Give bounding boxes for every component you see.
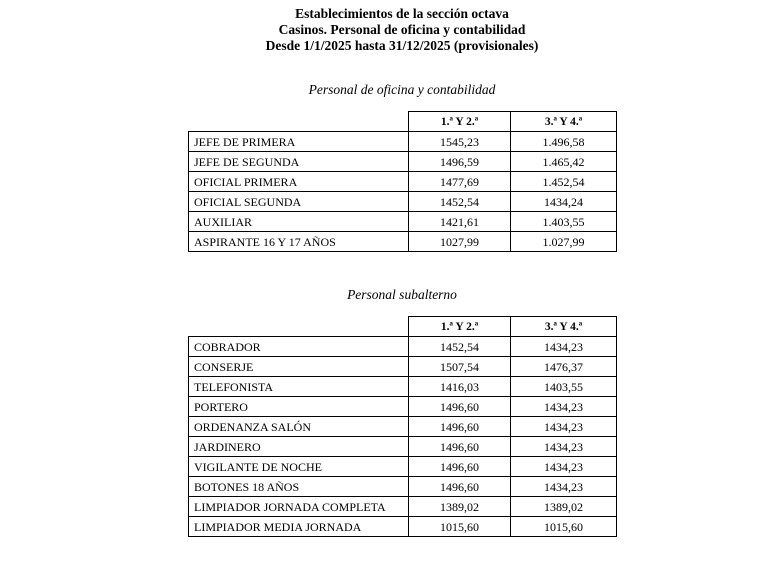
salary-value: 1434,24: [511, 192, 617, 212]
table-row: [189, 497, 617, 517]
table-row: [189, 192, 617, 212]
salary-value: 1421,61: [409, 212, 511, 232]
document-content: [188, 0, 616, 537]
column-header: 1.ª Y 2.ª: [409, 112, 511, 132]
table-header-row: [189, 317, 617, 337]
table-row: [189, 132, 617, 152]
table-row: [189, 357, 617, 377]
salary-value: 1545,23: [409, 132, 511, 152]
salary-value: 1496,60: [409, 477, 511, 497]
salary-value: 1434,23: [511, 457, 617, 477]
salary-value: 1434,23: [511, 477, 617, 497]
wage-table-oficina: [188, 111, 617, 252]
column-header: 3.ª Y 4.ª: [511, 112, 617, 132]
salary-value: 1.403,55: [511, 212, 617, 232]
salary-value: 1434,23: [511, 397, 617, 417]
salary-value: 1434,23: [511, 337, 617, 357]
table-row: [189, 172, 617, 192]
title-line-3: Desde 1/1/2025 hasta 31/12/2025 (provisionales): [265, 38, 539, 53]
category-label: ASPIRANTE 16 Y 17 AÑOS: [189, 232, 409, 252]
salary-value: 1452,54: [409, 192, 511, 212]
table-row: [189, 437, 617, 457]
category-label: OFICIAL SEGUNDA: [189, 192, 409, 212]
salary-value: 1496,60: [409, 437, 511, 457]
category-label: COBRADOR: [189, 337, 409, 357]
salary-value: 1.452,54: [511, 172, 617, 192]
document-title-block: [188, 6, 616, 54]
salary-value: 1015,60: [409, 517, 511, 537]
wage-table-subalterno: [188, 316, 617, 537]
category-label: BOTONES 18 AÑOS: [189, 477, 409, 497]
table-row: [189, 397, 617, 417]
salary-value: 1027,99: [409, 232, 511, 252]
section-heading-subalterno: Personal subalterno: [347, 287, 457, 302]
salary-value: 1507,54: [409, 357, 511, 377]
category-label: JEFE DE PRIMERA: [189, 132, 409, 152]
salary-value: 1389,02: [409, 497, 511, 517]
table-row: [189, 337, 617, 357]
table-row: [189, 232, 617, 252]
category-label: JEFE DE SEGUNDA: [189, 152, 409, 172]
salary-value: 1434,23: [511, 437, 617, 457]
table-row: [189, 417, 617, 437]
category-label: AUXILIAR: [189, 212, 409, 232]
header-corner-blank: [189, 112, 409, 132]
title-line-2: Casinos. Personal de oficina y contabilidad: [278, 22, 526, 37]
category-label: OFICIAL PRIMERA: [189, 172, 409, 192]
table-header-row: [189, 112, 617, 132]
category-label: PORTERO: [189, 397, 409, 417]
section-heading-oficina: Personal de oficina y contabilidad: [308, 82, 496, 97]
salary-value: 1476,37: [511, 357, 617, 377]
table-row: [189, 477, 617, 497]
salary-value: 1496,60: [409, 457, 511, 477]
salary-value: 1496,60: [409, 417, 511, 437]
category-label: LIMPIADOR JORNADA COMPLETA: [189, 497, 409, 517]
title-line-1: Establecimientos de la sección octava: [295, 6, 509, 21]
table-row: [189, 212, 617, 232]
salary-value: 1015,60: [511, 517, 617, 537]
category-label: VIGILANTE DE NOCHE: [189, 457, 409, 477]
salary-value: 1.465,42: [511, 152, 617, 172]
column-header: 1.ª Y 2.ª: [409, 317, 511, 337]
salary-value: 1452,54: [409, 337, 511, 357]
salary-value: 1477,69: [409, 172, 511, 192]
category-label: LIMPIADOR MEDIA JORNADA: [189, 517, 409, 537]
category-label: JARDINERO: [189, 437, 409, 457]
salary-value: 1389,02: [511, 497, 617, 517]
header-corner-blank: [189, 317, 409, 337]
table-row: [189, 152, 617, 172]
table-row: [189, 517, 617, 537]
salary-value: 1434,23: [511, 417, 617, 437]
salary-value: 1403,55: [511, 377, 617, 397]
category-label: ORDENANZA SALÓN: [189, 417, 409, 437]
table-row: [189, 457, 617, 477]
salary-value: 1416,03: [409, 377, 511, 397]
column-header: 3.ª Y 4.ª: [511, 317, 617, 337]
salary-value: 1.027,99: [511, 232, 617, 252]
table-row: [189, 377, 617, 397]
salary-value: 1496,60: [409, 397, 511, 417]
category-label: CONSERJE: [189, 357, 409, 377]
salary-value: 1.496,58: [511, 132, 617, 152]
category-label: TELEFONISTA: [189, 377, 409, 397]
salary-value: 1496,59: [409, 152, 511, 172]
